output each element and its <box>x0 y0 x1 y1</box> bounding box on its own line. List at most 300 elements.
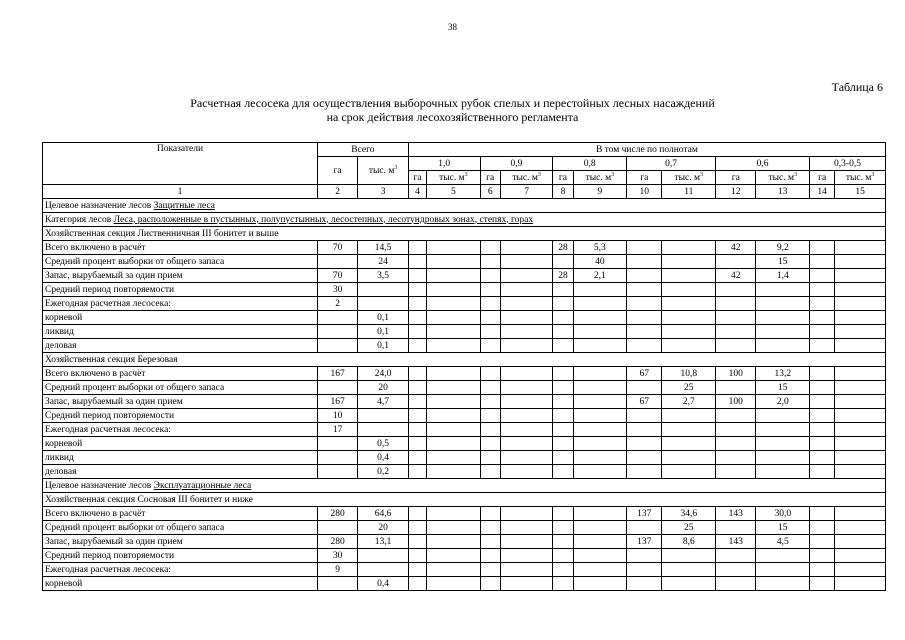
table-cell <box>810 297 835 311</box>
header-row-numbers <box>43 185 886 199</box>
header-unit-volume <box>573 171 627 185</box>
table-cell <box>810 367 835 381</box>
table-cell <box>810 241 835 255</box>
table-cell: 13,2 <box>756 367 810 381</box>
section-cell <box>43 493 886 507</box>
table-cell: 3,5 <box>358 269 409 283</box>
table-cell <box>427 297 481 311</box>
column-number: 11 <box>662 185 716 199</box>
table-cell <box>835 395 886 409</box>
table-cell <box>627 297 662 311</box>
table-cell <box>408 507 426 521</box>
table-cell <box>408 325 426 339</box>
table-row <box>43 465 886 479</box>
table-cell: 280 <box>317 535 357 549</box>
table-cell: 28 <box>553 241 573 255</box>
table-cell <box>408 577 426 591</box>
table-cell <box>835 451 886 465</box>
unit-label: тыс. м <box>674 172 701 183</box>
table-row <box>43 297 886 311</box>
table-cell <box>427 409 481 423</box>
table-cell: 64,6 <box>358 507 409 521</box>
table-cell <box>500 339 553 353</box>
column-number: 6 <box>480 185 500 199</box>
table-cell <box>480 311 500 325</box>
table-cell <box>553 465 573 479</box>
table-cell <box>500 311 553 325</box>
table-cell: 70 <box>317 269 357 283</box>
table-cell <box>810 563 835 577</box>
table-cell <box>553 409 573 423</box>
table-cell <box>427 451 481 465</box>
table-row <box>43 395 886 409</box>
table-cell <box>500 549 553 563</box>
table-cell: 167 <box>317 395 357 409</box>
table-cell <box>573 283 627 297</box>
table-cell <box>480 437 500 451</box>
table-cell <box>756 437 810 451</box>
table-cell <box>835 437 886 451</box>
row-label: Средний процент выборки от общего запаса <box>43 521 318 535</box>
table-cell <box>500 535 553 549</box>
table-cell: 2 <box>317 297 357 311</box>
table-cell <box>480 521 500 535</box>
table-cell <box>810 507 835 521</box>
section-cell <box>43 353 886 367</box>
header-density-5: 0,6 <box>716 157 810 171</box>
table-row <box>43 409 886 423</box>
table-row <box>43 283 886 297</box>
table-cell <box>573 549 627 563</box>
row-label: деловая <box>43 339 318 353</box>
unit-sup: 3 <box>794 171 797 178</box>
table-cell <box>835 577 886 591</box>
table-cell: 17 <box>317 423 357 437</box>
table-row <box>43 535 886 549</box>
table-cell <box>408 381 426 395</box>
table-cell <box>480 535 500 549</box>
section-label: Целевое назначение лесов <box>45 480 154 491</box>
table-cell: 137 <box>627 535 662 549</box>
table-row <box>43 241 886 255</box>
table-cell <box>756 409 810 423</box>
table-cell <box>662 311 716 325</box>
table-cell <box>627 563 662 577</box>
row-label: Средний период повторяемости <box>43 549 318 563</box>
table-cell <box>716 423 756 437</box>
table-cell <box>716 381 756 395</box>
table-cell: 2,1 <box>573 269 627 283</box>
table-cell <box>500 325 553 339</box>
table-cell <box>627 521 662 535</box>
unit-label: тыс. м <box>368 165 395 176</box>
table-cell <box>810 269 835 283</box>
table-cell <box>627 311 662 325</box>
table-cell <box>427 535 481 549</box>
table-cell <box>810 549 835 563</box>
table-cell <box>427 465 481 479</box>
table-cell <box>627 269 662 283</box>
table-cell <box>358 409 409 423</box>
table-cell <box>408 409 426 423</box>
table-cell: 20 <box>358 381 409 395</box>
table-cell: 34,6 <box>662 507 716 521</box>
table-cell <box>627 549 662 563</box>
table-cell <box>573 563 627 577</box>
table-cell <box>573 395 627 409</box>
header-row-1 <box>43 143 886 157</box>
table-cell <box>573 577 627 591</box>
table-cell: 100 <box>716 395 756 409</box>
row-label: Всего включено в расчёт <box>43 241 318 255</box>
header-total: Всего <box>317 143 408 157</box>
header-density-6: 0,3-0,5 <box>810 157 886 171</box>
row-label: Ежегодная расчетная лесосека: <box>43 423 318 437</box>
table-cell <box>427 437 481 451</box>
table-cell: 280 <box>317 507 357 521</box>
table-cell <box>317 381 357 395</box>
table-cell: 20 <box>358 521 409 535</box>
table-cell <box>756 325 810 339</box>
table-cell <box>480 283 500 297</box>
table-cell: 67 <box>627 395 662 409</box>
table-cell <box>810 465 835 479</box>
section-value: Эксплуатационные леса <box>153 480 252 491</box>
section-row <box>43 213 886 227</box>
table-cell: 2,7 <box>662 395 716 409</box>
table-cell: 0,1 <box>358 339 409 353</box>
table-cell <box>553 367 573 381</box>
table-cell <box>480 465 500 479</box>
row-label: Запас, вырубаемый за один прием <box>43 535 318 549</box>
table-cell <box>427 521 481 535</box>
header-unit-volume <box>500 171 553 185</box>
table-cell <box>408 339 426 353</box>
table-cell <box>500 465 553 479</box>
table-cell <box>756 297 810 311</box>
section-row <box>43 493 886 507</box>
table-cell <box>835 521 886 535</box>
table-cell <box>317 311 357 325</box>
table-row <box>43 437 886 451</box>
table-cell <box>553 563 573 577</box>
table-cell <box>553 507 573 521</box>
table-cell <box>835 381 886 395</box>
table-cell <box>716 563 756 577</box>
table-cell <box>573 535 627 549</box>
table-cell <box>835 535 886 549</box>
table-cell <box>756 563 810 577</box>
table-cell: 15 <box>756 255 810 269</box>
column-number: 12 <box>716 185 756 199</box>
table-cell <box>573 451 627 465</box>
table-cell <box>835 563 886 577</box>
table-cell <box>408 563 426 577</box>
header-indicators: Показатели <box>43 143 318 185</box>
table-cell <box>553 339 573 353</box>
table-cell <box>627 577 662 591</box>
table-cell <box>573 311 627 325</box>
section-cell <box>43 213 886 227</box>
table-cell <box>553 283 573 297</box>
table-cell: 15 <box>756 381 810 395</box>
table-cell <box>662 563 716 577</box>
header-unit-volume <box>427 171 481 185</box>
header-density-2: 0,9 <box>480 157 553 171</box>
header-unit-ha: га <box>627 171 662 185</box>
table-cell <box>500 437 553 451</box>
unit-sup: 3 <box>537 171 541 178</box>
table-cell <box>835 465 886 479</box>
table-cell <box>480 339 500 353</box>
table-cell <box>553 423 573 437</box>
table-cell <box>480 423 500 437</box>
table-cell <box>553 549 573 563</box>
table-cell <box>500 409 553 423</box>
column-number: 10 <box>627 185 662 199</box>
table-cell <box>573 367 627 381</box>
table-cell: 24 <box>358 255 409 269</box>
table-cell <box>810 325 835 339</box>
section-label: Хозяйственная секция Сосновая III бонитет и ниже <box>45 494 253 505</box>
table-cell <box>756 339 810 353</box>
header-density-3: 0,8 <box>553 157 627 171</box>
table-cell: 28 <box>553 269 573 283</box>
table-cell <box>662 297 716 311</box>
table-cell <box>573 381 627 395</box>
table-cell <box>553 577 573 591</box>
table-cell: 167 <box>317 367 357 381</box>
section-cell <box>43 227 886 241</box>
table-cell <box>480 255 500 269</box>
table-cell <box>756 577 810 591</box>
table-cell: 30,0 <box>756 507 810 521</box>
table-cell: 13,1 <box>358 535 409 549</box>
table-cell: 25 <box>662 381 716 395</box>
table-cell <box>427 255 481 269</box>
table-cell <box>810 409 835 423</box>
table-cell: 14,5 <box>358 241 409 255</box>
table-cell <box>573 325 627 339</box>
table-cell <box>716 451 756 465</box>
column-number: 1 <box>43 185 318 199</box>
table-cell <box>480 549 500 563</box>
table-cell <box>500 269 553 283</box>
table-cell <box>317 437 357 451</box>
table-cell <box>716 437 756 451</box>
table-cell <box>810 423 835 437</box>
table-cell <box>427 577 481 591</box>
table-cell <box>358 423 409 437</box>
header-unit-volume <box>835 171 886 185</box>
table-cell <box>553 451 573 465</box>
table-cell <box>756 283 810 297</box>
table-cell <box>408 521 426 535</box>
row-label: Средний период повторяемости <box>43 283 318 297</box>
table-cell <box>427 395 481 409</box>
section-label: Хозяйственная секция Лиственничная III бонитет и выше <box>45 228 279 239</box>
column-number: 7 <box>500 185 553 199</box>
table-cell <box>317 325 357 339</box>
table-cell: 25 <box>662 521 716 535</box>
header-total-volume <box>358 157 409 185</box>
table-cell <box>358 297 409 311</box>
table-row <box>43 577 886 591</box>
table-cell <box>716 549 756 563</box>
table-cell <box>627 325 662 339</box>
table-cell <box>810 283 835 297</box>
table-cell <box>317 339 357 353</box>
header-unit-volume <box>662 171 716 185</box>
table-cell <box>662 465 716 479</box>
table-row <box>43 269 886 283</box>
table-cell <box>662 451 716 465</box>
table-cell: 137 <box>627 507 662 521</box>
table-cell <box>662 409 716 423</box>
table-cell <box>408 297 426 311</box>
table-cell <box>480 297 500 311</box>
table-cell <box>500 507 553 521</box>
table-cell <box>358 283 409 297</box>
table-cell: 8,6 <box>662 535 716 549</box>
table-cell <box>573 297 627 311</box>
table-cell <box>427 549 481 563</box>
table-cell <box>716 255 756 269</box>
table-cell <box>573 521 627 535</box>
table-cell: 100 <box>716 367 756 381</box>
table-cell <box>662 577 716 591</box>
table-cell <box>835 269 886 283</box>
table-cell <box>500 577 553 591</box>
table-cell <box>553 535 573 549</box>
table-cell: 42 <box>716 241 756 255</box>
table-cell <box>553 255 573 269</box>
header-unit-ha: га <box>716 171 756 185</box>
table-cell: 0,4 <box>358 451 409 465</box>
row-label: ликвид <box>43 451 318 465</box>
table-cell <box>500 297 553 311</box>
row-label: Запас, вырубаемый за один прием <box>43 269 318 283</box>
table-cell <box>627 465 662 479</box>
table-cell <box>662 423 716 437</box>
table-cell <box>716 577 756 591</box>
table-cell <box>427 269 481 283</box>
section-row <box>43 199 886 213</box>
table-cell: 5,3 <box>573 241 627 255</box>
table-cell <box>627 423 662 437</box>
table-cell: 10 <box>317 409 357 423</box>
table-cell <box>427 423 481 437</box>
table-cell <box>427 563 481 577</box>
table-cell <box>358 563 409 577</box>
table-cell <box>810 437 835 451</box>
table-cell <box>835 549 886 563</box>
table-cell <box>358 549 409 563</box>
table-cell: 0,5 <box>358 437 409 451</box>
column-number: 4 <box>408 185 426 199</box>
table-cell <box>500 423 553 437</box>
table-cell: 143 <box>716 535 756 549</box>
table-cell <box>835 423 886 437</box>
row-label: деловая <box>43 465 318 479</box>
table-cell <box>427 381 481 395</box>
table-cell <box>480 395 500 409</box>
table-cell <box>553 325 573 339</box>
table-cell <box>835 339 886 353</box>
column-number: 14 <box>810 185 835 199</box>
table-cell <box>427 311 481 325</box>
table-cell <box>500 241 553 255</box>
table-cell <box>835 255 886 269</box>
table-cell <box>480 409 500 423</box>
table-cell <box>716 409 756 423</box>
table-cell: 24,0 <box>358 367 409 381</box>
table-cell <box>408 255 426 269</box>
table-cell: 9,2 <box>756 241 810 255</box>
table-cell <box>716 283 756 297</box>
table-cell <box>427 339 481 353</box>
table-cell <box>835 367 886 381</box>
page-title <box>0 96 905 124</box>
table-cell <box>627 283 662 297</box>
table-cell <box>662 549 716 563</box>
header-unit-ha: га <box>408 171 426 185</box>
table-cell <box>662 339 716 353</box>
table-row <box>43 367 886 381</box>
unit-sup: 3 <box>700 171 704 178</box>
table-cell <box>810 339 835 353</box>
table-cell <box>627 409 662 423</box>
table-cell <box>756 423 810 437</box>
column-number: 3 <box>358 185 409 199</box>
table-cell <box>553 437 573 451</box>
table-cell <box>500 255 553 269</box>
table-cell <box>500 521 553 535</box>
table-cell <box>662 437 716 451</box>
table-cell <box>573 507 627 521</box>
section-label: Целевое назначение лесов <box>45 200 154 211</box>
table-cell <box>553 381 573 395</box>
table-label: Таблица 6 <box>831 80 883 94</box>
table-cell <box>408 437 426 451</box>
section-label: Категория лесов <box>45 214 114 225</box>
table-cell <box>480 451 500 465</box>
row-label: Средний процент выборки от общего запаса <box>43 381 318 395</box>
table-cell <box>317 577 357 591</box>
column-number: 13 <box>756 185 810 199</box>
table-cell <box>716 311 756 325</box>
table-cell <box>810 255 835 269</box>
table-cell: 67 <box>627 367 662 381</box>
table-cell <box>408 311 426 325</box>
table-cell <box>627 339 662 353</box>
unit-label: тыс. м <box>585 172 612 183</box>
table-cell <box>627 241 662 255</box>
table-cell: 0,1 <box>358 311 409 325</box>
table-row <box>43 255 886 269</box>
row-label: корневой <box>43 437 318 451</box>
table-cell <box>553 311 573 325</box>
table-cell <box>810 311 835 325</box>
table-cell <box>480 577 500 591</box>
table-cell: 0,4 <box>358 577 409 591</box>
table-cell <box>835 311 886 325</box>
table-cell <box>835 283 886 297</box>
table-cell <box>662 283 716 297</box>
table-cell <box>627 451 662 465</box>
table-cell <box>627 381 662 395</box>
row-label: Средний процент выборки от общего запаса <box>43 255 318 269</box>
